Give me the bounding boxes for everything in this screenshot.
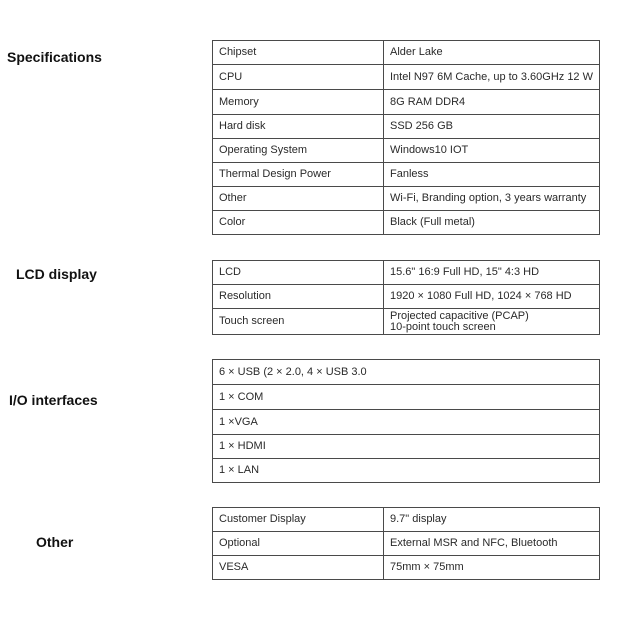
spec-label: Operating System bbox=[213, 139, 384, 163]
spec-label: LCD bbox=[213, 261, 384, 285]
spec-value: 9.7" display bbox=[384, 508, 600, 532]
spec-label: Resolution bbox=[213, 285, 384, 309]
spec-value: Black (Full metal) bbox=[384, 211, 600, 235]
spec-value bbox=[384, 309, 600, 335]
spec-label: Color bbox=[213, 211, 384, 235]
table-row bbox=[213, 211, 600, 235]
specifications-heading: Specifications bbox=[7, 49, 102, 65]
table-row bbox=[213, 410, 600, 435]
table-row bbox=[213, 163, 600, 187]
io-item: 1 × LAN bbox=[213, 459, 600, 483]
table-row bbox=[213, 187, 600, 211]
spec-label: Touch screen bbox=[213, 309, 384, 335]
spec-value: External MSR and NFC, Bluetooth bbox=[384, 532, 600, 556]
io-interfaces-heading: I/O interfaces bbox=[9, 392, 98, 408]
spec-label: Chipset bbox=[213, 41, 384, 65]
spec-value: Wi-Fi, Branding option, 3 years warranty bbox=[384, 187, 600, 211]
io-item: 6 × USB (2 × 2.0, 4 × USB 3.0 bbox=[213, 360, 600, 385]
spec-value: 15.6" 16:9 Full HD, 15" 4:3 HD bbox=[384, 261, 600, 285]
table-row bbox=[213, 261, 600, 285]
table-row bbox=[213, 285, 600, 309]
spec-label: Thermal Design Power bbox=[213, 163, 384, 187]
spec-value: Intel N97 6M Cache, up to 3.60GHz 12 W bbox=[384, 65, 600, 90]
spec-label: VESA bbox=[213, 556, 384, 580]
lcd-display-heading: LCD display bbox=[16, 266, 97, 282]
table-row bbox=[213, 115, 600, 139]
table-row bbox=[213, 532, 600, 556]
lcd-display-table bbox=[212, 260, 600, 335]
table-row bbox=[213, 508, 600, 532]
spec-label: Other bbox=[213, 187, 384, 211]
spec-value: Fanless bbox=[384, 163, 600, 187]
specifications-table bbox=[212, 40, 600, 235]
other-table bbox=[212, 507, 600, 580]
other-heading: Other bbox=[36, 534, 74, 550]
table-row bbox=[213, 385, 600, 410]
io-interfaces-table bbox=[212, 359, 600, 483]
spec-value: 75mm × 75mm bbox=[384, 556, 600, 580]
spec-value: Alder Lake bbox=[384, 41, 600, 65]
spec-value: Windows10 IOT bbox=[384, 139, 600, 163]
spec-value: SSD 256 GB bbox=[384, 115, 600, 139]
table-row bbox=[213, 41, 600, 65]
spec-label: CPU bbox=[213, 65, 384, 90]
io-item: 1 ×VGA bbox=[213, 410, 600, 435]
spec-value-line: Projected capacitive (PCAP) bbox=[390, 309, 529, 322]
table-row bbox=[213, 459, 600, 483]
table-row bbox=[213, 139, 600, 163]
spec-value: 1920 × 1080 Full HD, 1024 × 768 HD bbox=[384, 285, 600, 309]
table-row bbox=[213, 90, 600, 115]
table-row bbox=[213, 556, 600, 580]
io-item: 1 × COM bbox=[213, 385, 600, 410]
spec-label: Memory bbox=[213, 90, 384, 115]
spec-value-line: 10-point touch screen bbox=[390, 320, 496, 333]
spec-value: 8G RAM DDR4 bbox=[384, 90, 600, 115]
io-item: 1 × HDMI bbox=[213, 435, 600, 459]
table-row bbox=[213, 309, 600, 335]
spec-label: Customer Display bbox=[213, 508, 384, 532]
table-row bbox=[213, 360, 600, 385]
spec-label: Optional bbox=[213, 532, 384, 556]
spec-label: Hard disk bbox=[213, 115, 384, 139]
table-row bbox=[213, 435, 600, 459]
table-row bbox=[213, 65, 600, 90]
